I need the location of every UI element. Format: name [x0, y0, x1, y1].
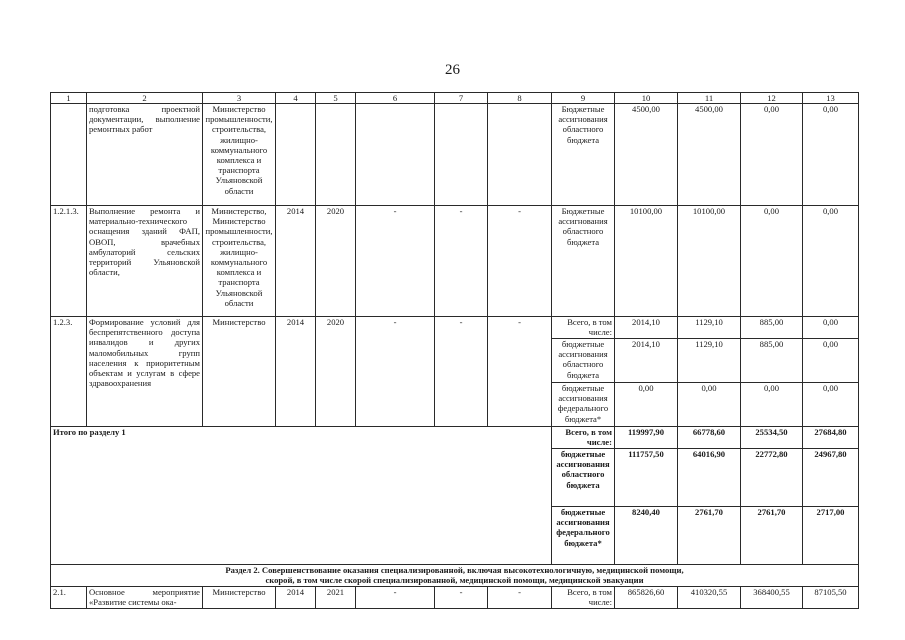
header-row: [51, 93, 859, 104]
activity-name: Выполнение ремонта и материально-технического оснащения зданий ФАП, ОВОП, врачебных амбулаторий сельских территорий Ульяновской области,: [87, 206, 203, 317]
header-cell: 5: [316, 93, 356, 104]
amount-year-1: 1129,10: [678, 339, 741, 383]
section-heading-row: [51, 565, 859, 587]
row-number: 2.1.: [51, 587, 87, 609]
header-cell: 12: [741, 93, 803, 104]
activity-name: Основное мероприятие «Развитие системы ока-: [87, 587, 203, 609]
col6-value: -: [356, 587, 435, 609]
amount-year-3: 0,00: [803, 339, 859, 383]
amount-year-3: 2717,00: [803, 507, 859, 565]
amount-year-2: 0,00: [741, 383, 803, 427]
funding-source: бюджетные ассигнования федерального бюджета*: [552, 383, 615, 427]
col6-value: -: [356, 317, 435, 427]
col8-value: -: [488, 587, 552, 609]
col7-value: -: [435, 206, 488, 317]
executor: Министерство промышленности, строительства, жилищно-коммунального комплекса и транспорта Ульяновской области: [203, 104, 276, 206]
executor: Министерство, Министерство промышленности, строительства, жилищно-коммунального комплекса и транспорта Ульяновской области: [203, 206, 276, 317]
amount-year-2: 368400,55: [741, 587, 803, 609]
amount-total: 4500,00: [615, 104, 678, 206]
amount-year-3: 24967,80: [803, 449, 859, 507]
amount-year-1: 66778,60: [678, 427, 741, 449]
funding-source: бюджетные ассигнования областного бюджета: [552, 339, 615, 383]
amount-total: 0,00: [615, 383, 678, 427]
amount-total: 10100,00: [615, 206, 678, 317]
funding-source: Всего, в том числе:: [552, 587, 615, 609]
table-row: [51, 317, 859, 339]
header-cell: 11: [678, 93, 741, 104]
amount-total: 111757,50: [615, 449, 678, 507]
amount-year-2: 885,00: [741, 339, 803, 383]
activity-name: Формирование условий для беспрепятственного доступа инвалидов и других маломобильных групп населения к приоритетным объектам и услугам в сфере здравоохранения: [87, 317, 203, 427]
executor: Министерство: [203, 317, 276, 427]
section-heading: [51, 565, 859, 587]
total-label: Итого по разделу 1: [51, 427, 552, 565]
col6-value: [356, 104, 435, 206]
header-cell: 1: [51, 93, 87, 104]
amount-year-3: 0,00: [803, 383, 859, 427]
amount-year-2: 0,00: [741, 206, 803, 317]
end-year: 2020: [316, 317, 356, 427]
header-cell: 2: [87, 93, 203, 104]
section-heading-line: скорой, в том числе скорой специализированной, медицинской помощи, медицинской эвакуации: [265, 575, 644, 586]
activity-name: подготовка проектной документации, выполнение ремонтных работ: [87, 104, 203, 206]
end-year: 2020: [316, 206, 356, 317]
amount-year-2: 0,00: [741, 104, 803, 206]
col8-value: -: [488, 317, 552, 427]
executor: Министерство: [203, 587, 276, 609]
amount-total: 865826,60: [615, 587, 678, 609]
funding-source: Бюджетные ассигнования областного бюджета: [552, 104, 615, 206]
total-row: [51, 427, 859, 449]
amount-year-1: 0,00: [678, 383, 741, 427]
table-row: [51, 206, 859, 317]
funding-source: Всего, в том числе:: [552, 427, 615, 449]
amount-year-1: 2761,70: [678, 507, 741, 565]
start-year: [276, 104, 316, 206]
end-year: [316, 104, 356, 206]
amount-year-2: 25534,50: [741, 427, 803, 449]
section-heading-line: Раздел 2. Совершенствование оказания специализированной, включая высокотехнологичную, медицинской помощи,: [225, 565, 684, 575]
amount-total: 2014,10: [615, 317, 678, 339]
col6-value: -: [356, 206, 435, 317]
amount-total: 8240,40: [615, 507, 678, 565]
row-number: 1.2.1.3.: [51, 206, 87, 317]
col7-value: -: [435, 317, 488, 427]
amount-total: 2014,10: [615, 339, 678, 383]
funding-source: Всего, в том числе:: [552, 317, 615, 339]
amount-year-3: 27684,80: [803, 427, 859, 449]
amount-year-3: 0,00: [803, 317, 859, 339]
amount-year-1: 410320,55: [678, 587, 741, 609]
table-row: [51, 587, 859, 609]
funding-source: бюджетные ассигнования областного бюджета: [552, 449, 615, 507]
amount-year-3: 0,00: [803, 104, 859, 206]
page-number: 26: [445, 62, 460, 78]
header-cell: 13: [803, 93, 859, 104]
header-cell: 8: [488, 93, 552, 104]
col7-value: [435, 104, 488, 206]
header-cell: 9: [552, 93, 615, 104]
header-cell: 7: [435, 93, 488, 104]
header-cell: 4: [276, 93, 316, 104]
start-year: 2014: [276, 206, 316, 317]
funding-source: бюджетные ассигнования федерального бюджета*: [552, 507, 615, 565]
amount-year-3: 0,00: [803, 206, 859, 317]
amount-total: 119997,90: [615, 427, 678, 449]
amount-year-3: 87105,50: [803, 587, 859, 609]
table-row: [51, 104, 859, 206]
end-year: 2021: [316, 587, 356, 609]
amount-year-2: 2761,70: [741, 507, 803, 565]
row-number: 1.2.3.: [51, 317, 87, 427]
amount-year-2: 885,00: [741, 317, 803, 339]
amount-year-1: 10100,00: [678, 206, 741, 317]
header-cell: 6: [356, 93, 435, 104]
amount-year-1: 4500,00: [678, 104, 741, 206]
col8-value: -: [488, 206, 552, 317]
start-year: 2014: [276, 317, 316, 427]
amount-year-1: 1129,10: [678, 317, 741, 339]
header-cell: 3: [203, 93, 276, 104]
header-cell: 10: [615, 93, 678, 104]
amount-year-2: 22772,80: [741, 449, 803, 507]
col8-value: [488, 104, 552, 206]
budget-table: [50, 92, 859, 609]
funding-source: Бюджетные ассигнования областного бюджета: [552, 206, 615, 317]
start-year: 2014: [276, 587, 316, 609]
amount-year-1: 64016,90: [678, 449, 741, 507]
col7-value: -: [435, 587, 488, 609]
row-number: [51, 104, 87, 206]
